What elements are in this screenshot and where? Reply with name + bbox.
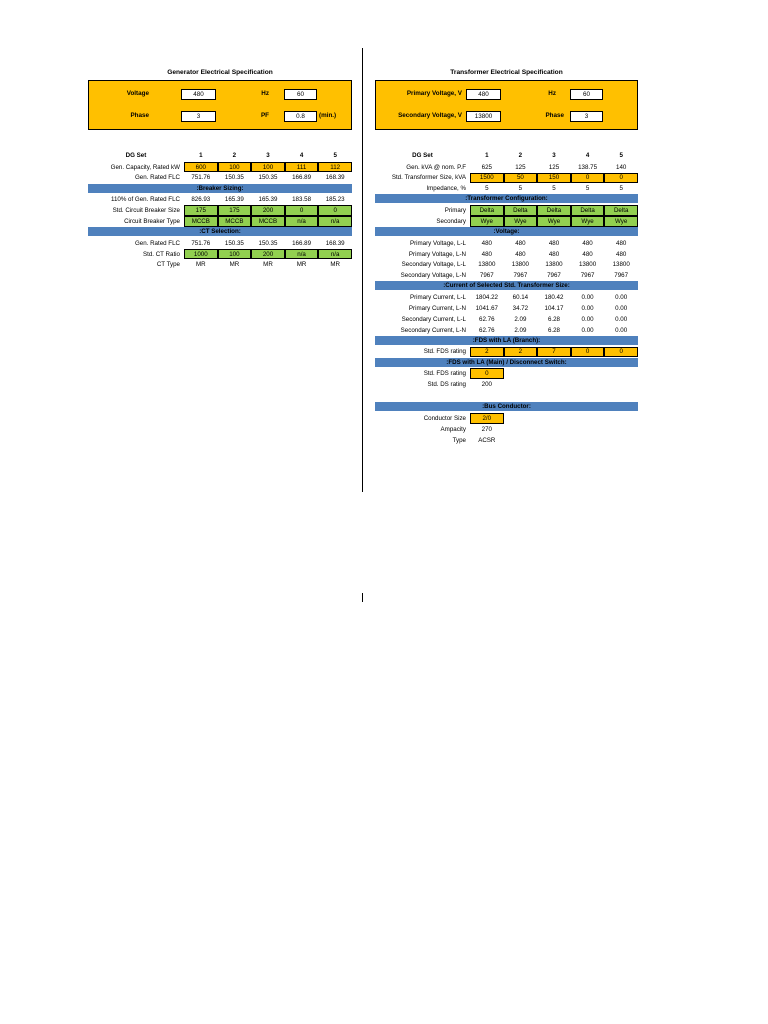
row-label-gen-rated-flc: Gen. Rated FLC — [134, 174, 180, 182]
row-label-primary-current-l-n: Primary Current, L-N — [408, 304, 466, 312]
input-cell[interactable]: Wye — [537, 216, 571, 227]
table-row — [88, 173, 352, 184]
table-row — [375, 379, 504, 390]
value-cell: 625 — [481, 163, 492, 171]
table-row — [88, 260, 352, 271]
section-header-voltage: :Voltage: — [375, 227, 638, 236]
value-cell: 150.35 — [258, 239, 278, 247]
value-cell: 480 — [481, 239, 492, 247]
value-cell: MR — [195, 261, 206, 269]
secondary-voltage-label: Secondary Voltage, V — [398, 112, 462, 119]
voltage-label: Voltage — [126, 90, 149, 97]
value-cell: 2.09 — [514, 326, 527, 334]
dg-set-column-4: 4 — [585, 151, 590, 159]
input-cell[interactable]: 100 — [251, 162, 285, 173]
row-label-conductor-size: Conductor Size — [423, 414, 466, 422]
table-row — [375, 271, 638, 282]
table-row — [375, 424, 504, 435]
value-cell: 480 — [616, 239, 627, 247]
value-cell: 62.76 — [479, 326, 495, 334]
table-row — [375, 238, 638, 249]
section-header-fds-with-la-main-disconnect-switch: :FDS with LA (Main) / Disconnect Switch: — [375, 358, 638, 367]
input-cell[interactable]: Delta — [571, 205, 605, 216]
table-row — [375, 216, 638, 227]
value-cell: 62.76 — [479, 315, 495, 323]
row-label-primary-current-l-l: Primary Current, L-L — [409, 294, 466, 302]
input-cell[interactable]: 0 — [470, 368, 504, 379]
value-cell: MR — [263, 261, 273, 269]
table-row — [88, 194, 352, 205]
dg-set-label: DG Set — [125, 151, 147, 159]
page-divider — [362, 48, 363, 492]
table-row — [375, 292, 638, 303]
phase-field[interactable]: 3 — [181, 111, 216, 122]
value-cell: MR — [296, 261, 307, 269]
value-cell: 7967 — [479, 272, 494, 280]
value-cell: MR — [330, 261, 340, 269]
dg-set-column-4: 4 — [299, 151, 304, 159]
value-cell: 6.28 — [547, 326, 560, 334]
value-cell: 125 — [515, 163, 526, 171]
input-cell[interactable]: 2 — [470, 347, 504, 358]
row-label-secondary-voltage-l-n: Secondary Voltage, L-N — [400, 272, 466, 280]
value-cell: 480 — [616, 250, 627, 258]
value-cell: MR — [229, 261, 240, 269]
input-cell[interactable]: n/a — [318, 249, 352, 260]
row-label-std-circuit-breaker-size: Std. Circuit Breaker Size — [112, 207, 180, 215]
value-cell: 6.28 — [547, 315, 560, 323]
value-cell: 0.00 — [581, 326, 594, 334]
row-label-type: Type — [452, 436, 466, 444]
pf-label: PF — [260, 112, 269, 119]
value-cell: 13800 — [578, 261, 597, 269]
input-cell[interactable]: 175 — [184, 205, 218, 216]
value-cell: 34.72 — [512, 304, 529, 312]
value-cell: 480 — [548, 250, 560, 258]
row-label-secondary-current-l-l: Secondary Current, L-L — [401, 315, 466, 323]
dg-set-column-3: 3 — [552, 151, 556, 159]
value-cell: 480 — [515, 250, 526, 258]
input-cell[interactable]: n/a — [318, 216, 352, 227]
value-cell: 168.39 — [325, 174, 345, 182]
input-cell[interactable]: Delta — [504, 205, 538, 216]
table-row — [88, 249, 352, 260]
dg-set-column-2: 2 — [518, 151, 523, 159]
value-cell: 7967 — [513, 272, 528, 280]
input-cell[interactable]: Delta — [537, 205, 571, 216]
input-cell[interactable]: 100 — [218, 249, 252, 260]
pf-unit-label: (min.) — [319, 112, 337, 119]
table-header-row — [88, 150, 352, 161]
row-label-110-of-gen-rated-flc: 110% of Gen. Rated FLC — [110, 196, 180, 204]
phase-label: Phase — [130, 112, 149, 119]
table-row — [375, 173, 638, 184]
input-cell[interactable]: MCCB — [184, 216, 218, 227]
value-cell: 180.42 — [544, 294, 564, 302]
value-cell: 166.89 — [292, 174, 312, 182]
input-cell[interactable]: Delta — [470, 205, 504, 216]
value-cell: 125 — [548, 163, 560, 171]
value-cell: 165.39 — [258, 196, 278, 204]
value-cell: 7967 — [580, 272, 595, 280]
section-header-transformer-configuration: :Transformer Configuration: — [375, 194, 638, 203]
table-row — [88, 205, 352, 216]
row-label-gen-kva-nom-p-f: Gen. kVA @ nom. P.F — [406, 163, 466, 171]
value-cell: 826.93 — [191, 196, 211, 204]
input-cell[interactable]: n/a — [285, 249, 319, 260]
row-label-gen-capacity-rated-kw: Gen. Capacity, Rated kW — [110, 163, 180, 171]
row-label-primary: Primary — [444, 207, 466, 215]
input-cell[interactable]: 175 — [218, 205, 252, 216]
row-label-std-ds-rating: Std. DS rating — [427, 381, 466, 389]
value-cell: 183.58 — [292, 196, 312, 204]
value-cell: 0.00 — [615, 315, 628, 323]
value-cell: 150.35 — [224, 239, 244, 247]
value-cell: 480 — [582, 250, 593, 258]
value-cell: 0.00 — [581, 304, 594, 312]
input-cell[interactable]: n/a — [285, 216, 319, 227]
generator-panel — [88, 68, 352, 269]
input-cell[interactable]: 0 — [318, 205, 352, 216]
row-label-std-ct-ratio: Std. CT Ratio — [142, 250, 180, 258]
value-cell: 480 — [548, 239, 560, 247]
input-cell[interactable]: 1000 — [184, 249, 218, 260]
dg-set-column-5: 5 — [619, 151, 623, 159]
value-cell: 0.00 — [581, 294, 594, 302]
value-cell: 480 — [582, 239, 593, 247]
primary-voltage-field[interactable]: 480 — [466, 89, 501, 100]
row-label-primary-voltage-l-l: Primary Voltage, L-L — [409, 239, 466, 247]
row-label-secondary-current-l-n: Secondary Current, L-N — [400, 326, 466, 334]
dg-set-column-1: 1 — [199, 151, 203, 159]
input-cell[interactable]: 200 — [251, 249, 285, 260]
value-cell: 5 — [552, 185, 556, 193]
value-cell: 13800 — [478, 261, 496, 269]
value-cell: 104.17 — [544, 304, 564, 312]
transformer-phase-label: Phase — [545, 112, 564, 119]
input-cell[interactable]: 0 — [571, 347, 605, 358]
dg-set-column-2: 2 — [232, 151, 237, 159]
table-row — [88, 162, 352, 173]
value-cell: 5 — [485, 185, 489, 193]
value-cell: 60.14 — [512, 294, 529, 302]
value-cell: 138.75 — [578, 163, 598, 171]
dg-set-column-3: 3 — [266, 151, 270, 159]
input-cell[interactable]: 600 — [184, 162, 218, 173]
value-cell: 140 — [616, 163, 627, 171]
value-cell: 0.00 — [615, 304, 628, 312]
value-cell: 13800 — [511, 261, 529, 269]
input-cell[interactable]: 0 — [285, 205, 319, 216]
value-cell: 200 — [481, 381, 492, 389]
input-cell[interactable]: 1500 — [470, 173, 504, 184]
value-cell: 13800 — [612, 261, 630, 269]
row-label-primary-voltage-l-n: Primary Voltage, L-N — [408, 250, 466, 258]
table-row — [375, 325, 638, 336]
table-row — [375, 184, 638, 195]
value-cell: 0.00 — [615, 326, 628, 334]
input-cell[interactable]: Wye — [504, 216, 538, 227]
section-header-ct-selection: :CT Selection: — [88, 227, 352, 236]
input-cell[interactable]: Wye — [571, 216, 605, 227]
value-cell: 0.00 — [581, 315, 594, 323]
section-header-breaker-sizing: :Breaker Sizing: — [88, 184, 352, 193]
table-row — [375, 413, 504, 424]
row-label-secondary: Secondary — [436, 217, 466, 225]
row-label-ct-type: CT Type — [156, 261, 180, 269]
row-label-std-transformer-size-kva: Std. Transformer Size, kVA — [391, 174, 466, 182]
input-cell[interactable]: 0 — [604, 173, 638, 184]
row-label-secondary-voltage-l-l: Secondary Voltage, L-L — [401, 261, 466, 269]
value-cell: 7967 — [547, 272, 561, 280]
value-cell: 1804.22 — [475, 294, 498, 302]
row-label-std-fds-rating: Std. FDS rating — [423, 370, 466, 378]
transformer-hz-label: Hz — [548, 90, 556, 97]
table-row — [375, 260, 638, 271]
value-cell: 150.35 — [224, 174, 244, 182]
input-cell[interactable]: 7 — [537, 347, 571, 358]
value-cell: 480 — [481, 250, 492, 258]
input-cell[interactable]: Delta — [604, 205, 638, 216]
transformer-hz-field[interactable]: 60 — [570, 89, 603, 100]
value-cell: 5 — [619, 185, 623, 193]
value-cell: 270 — [481, 425, 492, 433]
generator-spec-box — [88, 80, 352, 130]
page-tick-mark — [362, 593, 363, 602]
input-cell[interactable]: Wye — [604, 216, 638, 227]
input-cell[interactable]: 112 — [318, 162, 352, 173]
input-cell[interactable]: 2/0 — [470, 413, 504, 424]
table-row — [375, 249, 638, 260]
primary-voltage-label: Primary Voltage, V — [406, 90, 462, 97]
table-row — [375, 347, 638, 358]
secondary-voltage-field[interactable]: 13800 — [466, 111, 501, 122]
pf-field[interactable]: 0.8 — [284, 111, 317, 122]
row-label-circuit-breaker-type: Circuit Breaker Type — [124, 217, 180, 225]
transformer-title: Transformer Electrical Specification — [450, 69, 563, 76]
table-row — [375, 435, 504, 446]
section-header-fds-with-la-branch: :FDS with LA (Branch): — [375, 336, 638, 345]
value-cell: 150.35 — [258, 174, 278, 182]
input-cell[interactable]: 111 — [285, 162, 319, 173]
value-cell: 1041.67 — [475, 304, 498, 312]
voltage-field[interactable]: 480 — [181, 89, 216, 100]
value-cell: 0.00 — [615, 294, 628, 302]
table-row — [375, 368, 504, 379]
input-cell[interactable]: 150 — [537, 173, 571, 184]
value-cell: ACSR — [478, 436, 496, 444]
value-cell: 5 — [518, 185, 523, 193]
dg-set-column-5: 5 — [333, 151, 337, 159]
input-cell[interactable]: 0 — [604, 347, 638, 358]
table-row — [375, 314, 638, 325]
value-cell: 751.76 — [191, 239, 211, 247]
input-cell[interactable]: MCCB — [218, 216, 252, 227]
value-cell: 166.89 — [292, 239, 312, 247]
input-cell[interactable]: MCCB — [251, 216, 285, 227]
input-cell[interactable]: 2 — [504, 347, 538, 358]
row-label-ampacity: Ampacity — [440, 425, 466, 433]
row-label-gen-rated-flc: Gen. Rated FLC — [134, 239, 180, 247]
value-cell: 185.23 — [325, 196, 345, 204]
transformer-panel — [375, 68, 638, 444]
value-cell: 13800 — [545, 261, 563, 269]
dg-set-label: DG Set — [412, 151, 433, 159]
input-cell[interactable]: Wye — [470, 216, 504, 227]
value-cell: 7967 — [614, 272, 629, 280]
table-row — [375, 205, 638, 216]
row-label-std-fds-rating: Std. FDS rating — [423, 348, 466, 356]
input-cell[interactable]: 100 — [218, 162, 252, 173]
section-header-bus-conductor: :Bus Conductor: — [375, 402, 638, 411]
table-row — [88, 216, 352, 227]
value-cell: 751.76 — [191, 174, 211, 182]
table-row — [375, 162, 638, 173]
value-cell: 480 — [515, 239, 526, 247]
input-cell[interactable]: 0 — [571, 173, 605, 184]
transformer-spec-box — [375, 80, 638, 130]
transformer-phase-field[interactable]: 3 — [570, 111, 603, 122]
value-cell: 5 — [585, 185, 590, 193]
table-header-row — [375, 150, 638, 161]
dg-set-column-1: 1 — [485, 151, 489, 159]
value-cell: 168.39 — [325, 239, 345, 247]
row-label-impedance: Impedance, % — [426, 185, 466, 193]
hz-field[interactable]: 60 — [284, 89, 317, 100]
value-cell: 165.39 — [224, 196, 244, 204]
section-header-current-of-selected-std-transformer-size: :Current of Selected Std. Transformer Size: — [375, 281, 638, 290]
input-cell[interactable]: 200 — [251, 205, 285, 216]
value-cell: 2.09 — [514, 315, 527, 323]
input-cell[interactable]: 50 — [504, 173, 538, 184]
table-row — [375, 303, 638, 314]
table-row — [88, 238, 352, 249]
generator-title: Generator Electrical Specification — [167, 69, 273, 76]
hz-label: Hz — [261, 90, 269, 97]
